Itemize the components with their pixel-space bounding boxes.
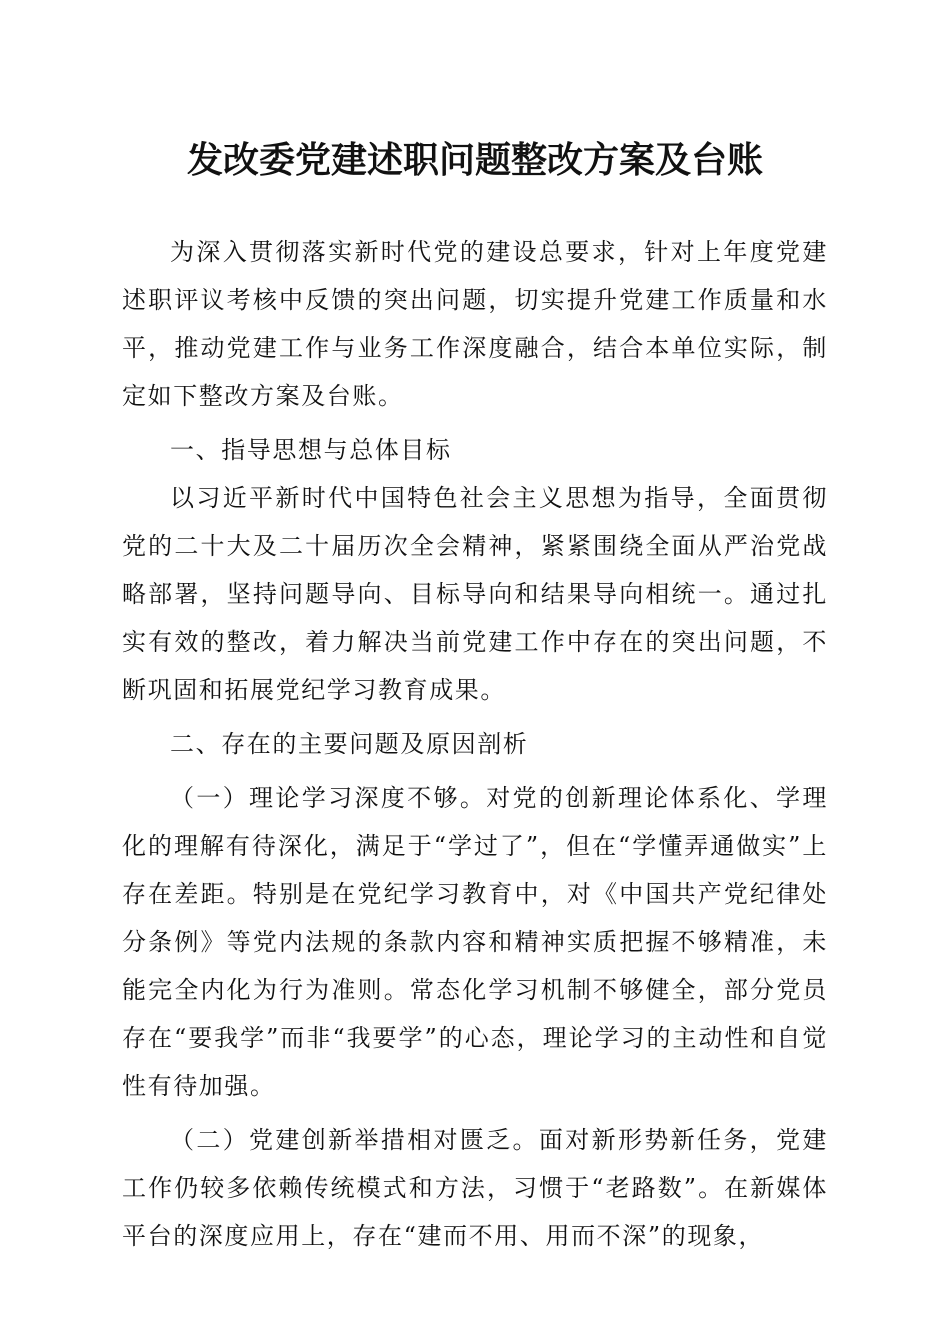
section-1-paragraph: 以习近平新时代中国特色社会主义思想为指导，全面贯彻党的二十大及二十届历次全会精神，紧紧围绕全面从严治党战略部署，坚持问题导向、目标导向和结果导向相统一。通过扎实有效的整改，着力解决当前党建工作中存在的突出问题，不断巩固和拓展党纪学习教育成果。 — [122, 484, 828, 704]
section-2-heading: 二、存在的主要问题及原因剖析 — [170, 730, 529, 758]
problem-2-lead: （二）党建创新举措相对匮乏。 — [170, 1126, 539, 1154]
problem-1-text: 对党的创新理论体系化、学理化的理解有待深化，满足于“学过了”，但在“学懂弄通做实”上存在差距。特别是在党纪学习教育中，对《中国共产党纪律处分条例》等党内法规的条款内容和精神实质把握不够精准，未能完全内化为行为准则。常态化学习机制不够健全，部分党员存在“要我学”而非“我要学”的心态，理论学习的主动性和自觉性有待加强。 — [122, 784, 828, 1100]
intro-paragraph: 为深入贯彻落实新时代党的建设总要求，针对上年度党建述职评议考核中反馈的突出问题，切实提升党建工作质量和水平，推动党建工作与业务工作深度融合，结合本单位实际，制定如下整改方案及台账。 — [122, 238, 828, 410]
problem-2-paragraph — [122, 1116, 828, 1260]
document-body — [122, 228, 828, 1260]
problem-1-lead: （一）理论学习深度不够。 — [170, 784, 487, 812]
problem-2-text: 面对新形势新任务，党建工作仍较多依赖传统模式和方法，习惯于“老路数”。在新媒体平台的深度应用上，存在“建而不用、用而不深”的现象， — [122, 1126, 828, 1250]
problem-1-paragraph — [122, 774, 828, 1110]
section-1-heading: 一、指导思想与总体目标 — [170, 436, 452, 464]
document-title: 发改委党建述职问题整改方案及台账 — [186, 139, 763, 181]
